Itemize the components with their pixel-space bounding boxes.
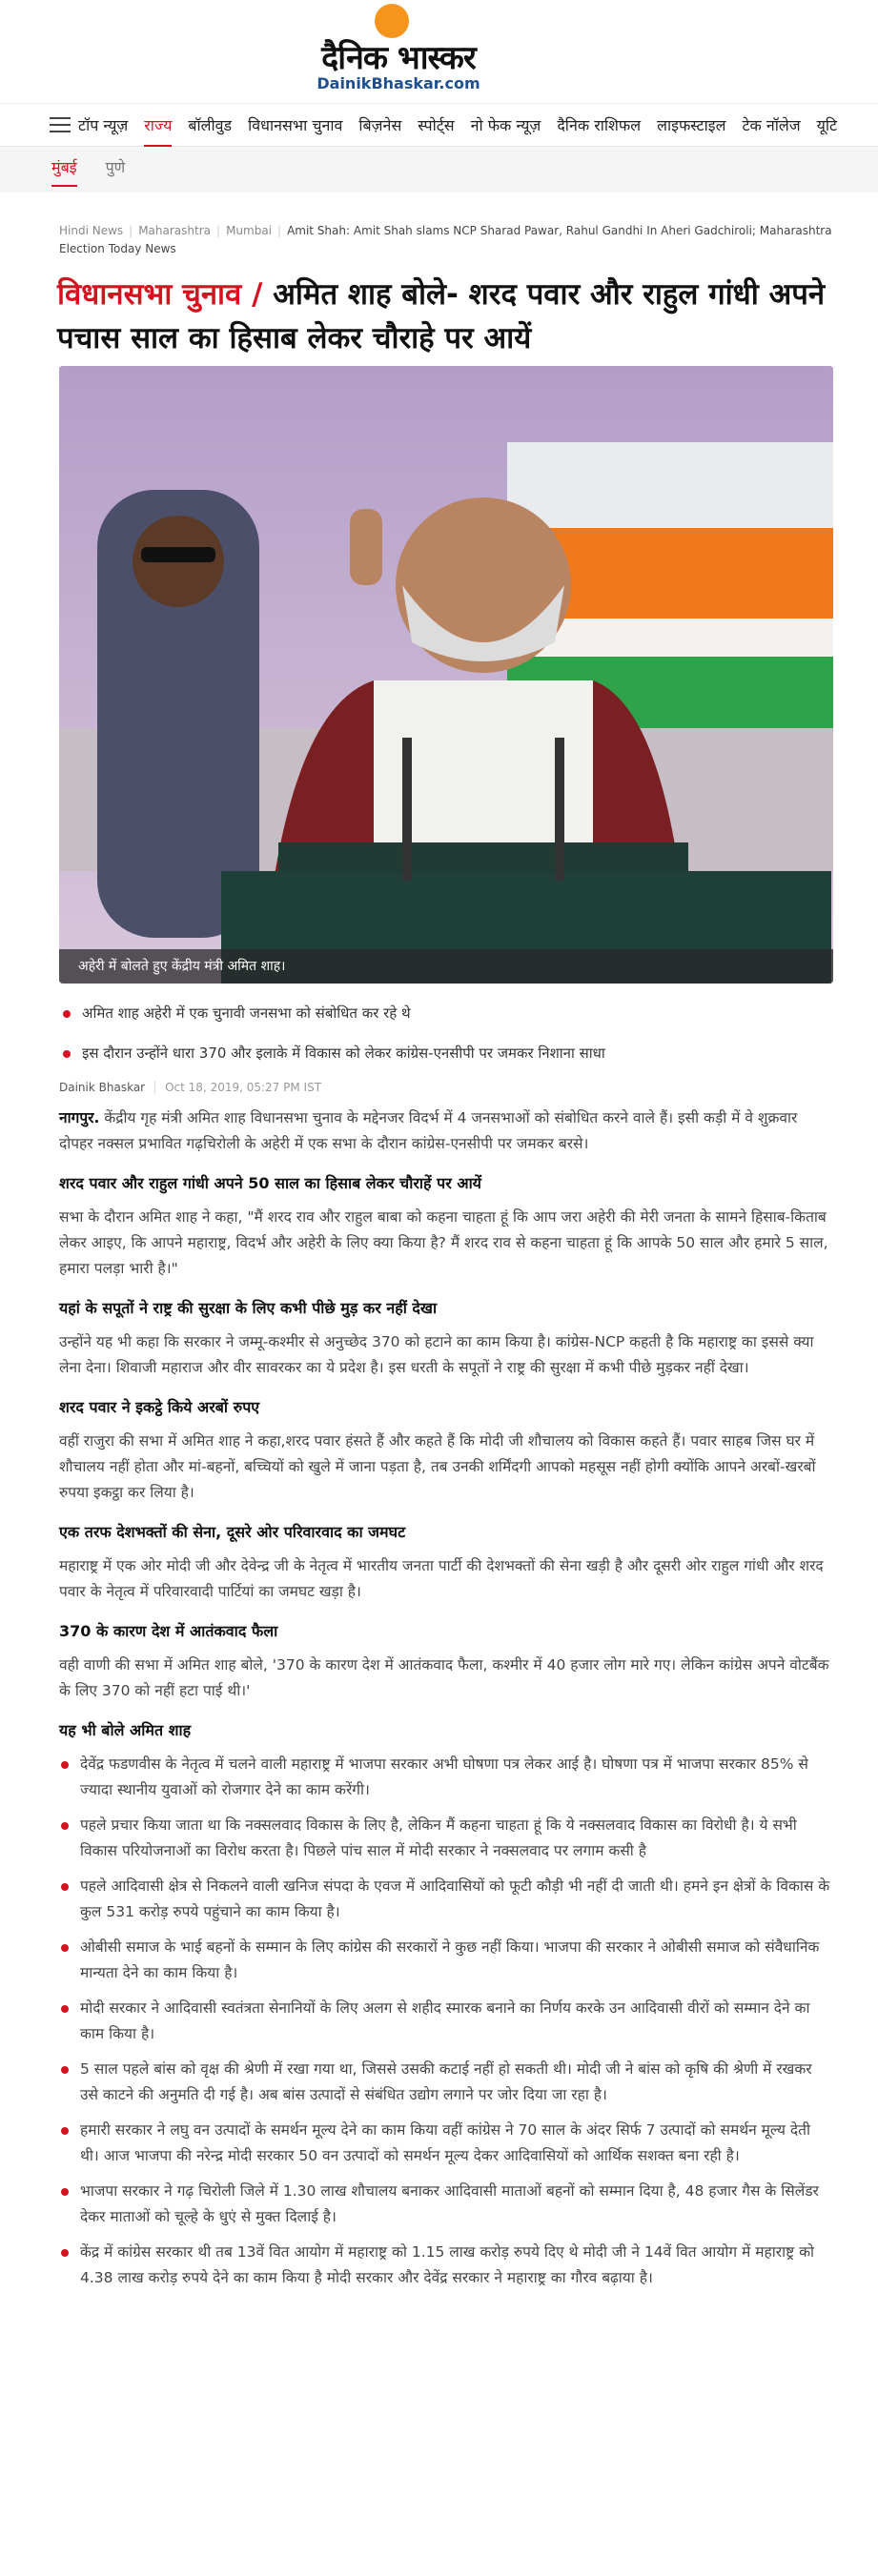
intro-paragraph: नागपुर. केंद्रीय गृह मंत्री अमित शाह विधानसभा चुनाव के मद्देनजर विदर्भ में 4 जनसभाओं को संबोधित करने वाले हैं। इसी कड़ी में वे शुक्रवार दोपहर नक्सल प्रभावित गढ़चिरोली के अहेरी में एक सभा के दौरान कांग्रेस-एनसीपी पर जमकर बरसे। <box>59 1109 798 1152</box>
page-title <box>57 273 839 360</box>
nav-item[interactable]: टॉप न्यूज़ <box>78 116 129 134</box>
highlight-item: अमित शाह अहेरी में एक चुनावी जनसभा को संबोधित कर रहे थे <box>59 1001 833 1025</box>
logo-domain: DainikBhaskar.com <box>316 74 480 92</box>
highlight-item: इस दौरान उन्होंने धारा 370 और इलाके में विकास को लेकर कांग्रेस-एनसीपी पर जमकर निशाना साधा <box>59 1041 833 1065</box>
section-heading: शरद पवार ने इकट्ठे किये अरबों रुपए <box>59 1398 260 1416</box>
subnav-item[interactable]: पुणे <box>105 158 126 176</box>
breadcrumb-item[interactable]: Hindi News <box>59 224 124 237</box>
dateline-city: नागपुर. <box>59 1109 100 1126</box>
paragraph: वही वाणी की सभा में अमित शाह बोले, '370 के कारण देश में आतंकवाद फैला, कश्मीर में 40 हजार लोग मारे गए। लेकिन कांग्रेस अपने वोटबैंक के लिए 370 को नहीं हटा पाई थी।' <box>59 1656 829 1699</box>
nav-item[interactable]: नो फेक न्यूज़ <box>470 116 541 134</box>
byline <box>59 1081 321 1094</box>
nav-item[interactable]: राज्य <box>144 104 172 148</box>
breadcrumb-item[interactable]: Mumbai <box>226 224 273 237</box>
nav-item[interactable]: यूटि <box>816 116 838 134</box>
paragraph: वहीं राजुरा की सभा में अमित शाह ने कहा,शरद पवार हंसते हैं और कहते हैं कि मोदी जी शौचालय को विकास कहते हैं। पवार साहब जिस घर में शौचालय नहीं होता और मां-बहनों, बच्चियों को खुले में जाना पड़ता है, तब उनकी शर्मिंदगी आपको महसूस नहीं होगी क्योंकि आपने अरबों-खरबों रुपया इकट्ठा कर लिया है। <box>59 1432 816 1501</box>
section-heading: यह भी बोले अमित शाह <box>59 1721 192 1739</box>
main-nav <box>0 103 878 147</box>
menu-icon[interactable] <box>50 117 71 132</box>
breadcrumb-current: Amit Shah: Amit Shah slams NCP Sharad Pawar, Rahul Gandhi In Aheri Gadchiroli; Maharashtra Election Today News <box>59 224 832 255</box>
list-item: मोदी सरकार ने आदिवासी स्वतंत्रता सेनानियों के लिए अलग से शहीद स्मारक बनाने का निर्णय करके उन आदिवासी वीरों को सम्मान देने का काम किया है। <box>59 1996 833 2047</box>
nav-item[interactable]: बिज़नेस <box>358 116 402 134</box>
nav-item[interactable]: स्पोर्ट्स <box>418 116 455 134</box>
list-item: ओबीसी समाज के भाई बहनों के सम्मान के लिए कांग्रेस की सरकारों ने कुछ नहीं किया। भाजपा की सरकार ने ओबीसी समाज को संवैधानिक मान्यता देने का काम किया है। <box>59 1935 833 1986</box>
nav-item[interactable]: लाइफस्टाइल <box>657 116 726 134</box>
site-logo[interactable] <box>303 4 494 91</box>
article-body <box>59 1105 833 2301</box>
paragraph: सभा के दौरान अमित शाह ने कहा, "मैं शरद राव और राहुल बाबा को कहना चाहता हूं कि आप जरा अहेरी की मेरी जनता के सामने हिसाब-किताब लेकर आइए, कि आपने महाराष्ट्र, विदर्भ और अहेरी के लिए क्या किया है? मैं शरद राव से कहना चाहता हूं कि आपके 50 साल और हमारे 5 साल, हमारा पलड़ा भारी है।" <box>59 1208 828 1277</box>
site-header <box>0 0 878 97</box>
key-points <box>59 1752 833 2291</box>
logo-sun-icon <box>375 4 409 38</box>
section-heading: यहां के सपूतों ने राष्ट्र की सुरक्षा के लिए कभी पीछे मुड़ कर नहीं देखा <box>59 1299 438 1317</box>
nav-item[interactable]: बॉलीवुड <box>188 116 233 134</box>
headline-kicker[interactable]: विधानसभा चुनाव / <box>57 277 274 312</box>
paragraph: महाराष्ट्र में एक ओर मोदी जी और देवेन्द्र जी के नेतृत्व में भारतीय जनता पार्टी की देशभक्तों की सेना खड़ी है और दूसरी ओर राहुल गांधी और शरद पवार के नेतृत्व में परिवारवादी पार्टियां का जमघट खड़ा है। <box>59 1557 824 1600</box>
list-item: देवेंद्र फडणवीस के नेतृत्व में चलने वाली महाराष्ट्र में भाजपा सरकार अभी घोषणा पत्र लेकर आई है। घोषणा पत्र में भाजपा सरकार 85% से ज्यादा स्थानीय युवाओं को रोजगार देने का काम करेंगी। <box>59 1752 833 1803</box>
hero-image <box>59 366 833 984</box>
nav-item[interactable]: विधानसभा चुनाव <box>248 116 343 134</box>
list-item: केंद्र में कांग्रेस सरकार थी तब 13वें वित आयोग में महाराष्ट्र को 1.15 लाख करोड़ रुपये दिए थे मोदी जी ने 14वें वित आयोग में महाराष्ट्र को 4.38 लाख करोड़ रुपये देने का काम किया है मोदी सरकार और देवेंद्र सरकार ने महाराष्ट्र का गौरव बढ़ाया है। <box>59 2240 833 2291</box>
list-item: पहले प्रचार किया जाता था कि नक्सलवाद विकास के लिए है, लेकिन मैं कहना चाहता हूं कि ये नक्सलवाद विकास का विरोधी है। ये सभी विकास परियोजनाओं का विरोध करता है। पिछले पांच साल में मोदी सरकार ने नक्सलवाद पर लगाम कसी है <box>59 1813 833 1864</box>
nav-item[interactable]: टेक नॉलेज <box>742 116 801 134</box>
hero-photo <box>59 366 833 984</box>
list-item: भाजपा सरकार ने गढ़ चिरोली जिले में 1.30 लाख शौचालय बनाकर आदिवासी माताओं बहनों को सम्मान दिया है, 48 हजार गैस के सिलेंडर देकर माताओं को चूल्हे के धुएं से मुक्त दिलाई है। <box>59 2179 833 2230</box>
breadcrumb: Hindi News | Maharashtra | Mumbai | Amit Shah: Amit Shah slams NCP Sharad Pawar, Rahul Gandhi In Aheri Gadchiroli; Maharashtra Election Today News <box>59 224 832 255</box>
logo-text: दैनिक भास्कर <box>321 39 476 77</box>
list-item: हमारी सरकार ने लघु वन उत्पादों के समर्थन मूल्य देने का काम किया वहीं कांग्रेस ने 70 साल के अंदर सिर्फ 7 उत्पादों को समर्थन मूल्य देती थी। आज भाजपा की नरेन्द्र मोदी सरकार 50 वन उत्पादों को समर्थन मूल्य देकर आदिवासियों को आर्थिक सशक्त बना रही है। <box>59 2118 833 2169</box>
byline-source: Dainik Bhaskar <box>59 1081 146 1094</box>
headline-text: अमित शाह बोले- शरद पवार और राहुल गांधी अपने पचास साल का हिसाब लेकर चौराहे पर आयें <box>57 277 826 355</box>
section-heading: शरद पवार और राहुल गांधी अपने 50 साल का हिसाब लेकर चौराहें पर आयें <box>59 1174 481 1192</box>
section-heading: 370 के कारण देश में आतंकवाद फैला <box>59 1622 278 1640</box>
subnav-items <box>51 147 153 193</box>
sub-nav <box>0 147 878 193</box>
list-item: पहले आदिवासी क्षेत्र से निकलने वाली खनिज संपदा के एवज में आदिवासियों को फूटी कौड़ी भी नहीं दी जाती थी। हमने इन क्षेत्रों के विकास के कुल 531 करोड़ रुपये पहुंचाने का काम किया है। <box>59 1874 833 1925</box>
image-caption: अहेरी में बोलते हुए केंद्रीय मंत्री अमित शाह। <box>59 949 833 984</box>
breadcrumb-item[interactable]: Maharashtra <box>138 224 212 237</box>
highlights <box>59 1001 833 1081</box>
section-heading: एक तरफ देशभक्तों की सेना, दूसरे ओर परिवारवाद का जमघट <box>59 1523 406 1541</box>
nav-item[interactable]: दैनिक राशिफल <box>557 116 642 134</box>
byline-date: Oct 18, 2019, 05:27 PM IST <box>154 1081 321 1094</box>
subnav-item[interactable]: मुंबई <box>51 147 77 193</box>
paragraph: उन्होंने यह भी कहा कि सरकार ने जम्मू-कश्मीर से अनुच्छेद 370 को हटाने का काम किया है। कांग्रेस-NCP कहती है कि महाराष्ट्र का इससे क्या लेना देना। शिवाजी महाराज और वीर सावरकर का ये प्रदेश है। इस धरती के सपूतों ने राष्ट्र की सुरक्षा में कभी पीछे मुड़कर नहीं देखा। <box>59 1333 814 1376</box>
list-item: 5 साल पहले बांस को वृक्ष की श्रेणी में रखा गया था, जिससे उसकी कटाई नहीं हो सकती थी। मोदी जी ने बांस को कृषि की श्रेणी में रखकर उसे काटने की अनुमति दी गई है। अब बांस उत्पादों से संबंधित उद्योग लगाने पर जोर दिया जा रहा है। <box>59 2057 833 2108</box>
nav-items <box>78 104 853 148</box>
